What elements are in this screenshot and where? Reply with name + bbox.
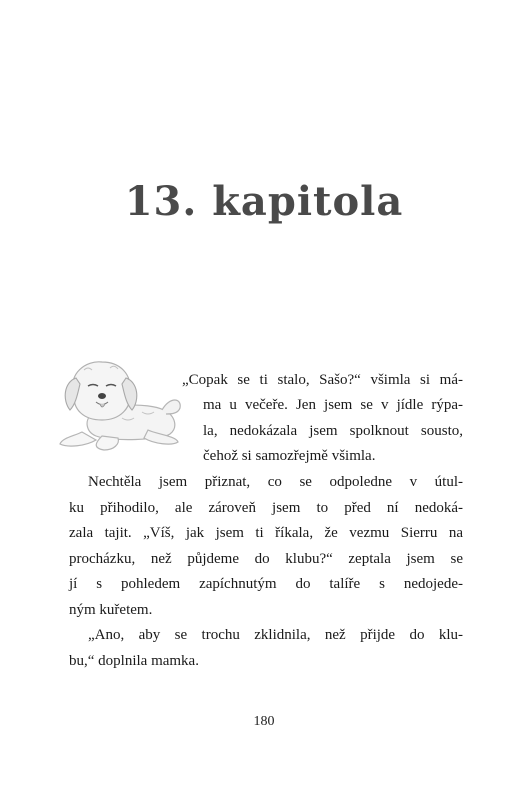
text-line: čehož si samozřejmě všimla. — [203, 448, 376, 464]
text-line: ku přihodilo, ale zároveň jsem to před ní nedoká- — [69, 500, 463, 516]
text-line: bu,“ doplnila mamka. — [69, 653, 199, 669]
text-line: procházku, než půjdeme do klubu?“ zeptala jsem se — [69, 551, 463, 567]
text-line: „Ano, aby se trochu zklidnila, než přijde do klu- — [88, 627, 463, 643]
text-line: zala tajit. „Víš, jak jsem ti říkala, že vezmu Sierru na — [69, 525, 463, 541]
page-number: 180 — [253, 714, 275, 729]
text-line: la, nedokázala jsem spolknout sousto, — [203, 423, 463, 439]
text-line: „Copak se ti stalo, Sašo?“ všimla si má- — [182, 372, 463, 388]
text-line: jí s pohledem zapíchnutým do talíře s nedojede- — [69, 576, 463, 592]
text-line: ma u večeře. Jen jsem se v jídle rýpa- — [203, 397, 463, 413]
text-line: Nechtěla jsem přiznat, co se odpoledne v útul- — [88, 474, 463, 490]
text-line: ným kuřetem. — [69, 602, 153, 618]
dog-icon — [52, 352, 188, 452]
chapter-title: 13. kapitola — [124, 178, 404, 225]
